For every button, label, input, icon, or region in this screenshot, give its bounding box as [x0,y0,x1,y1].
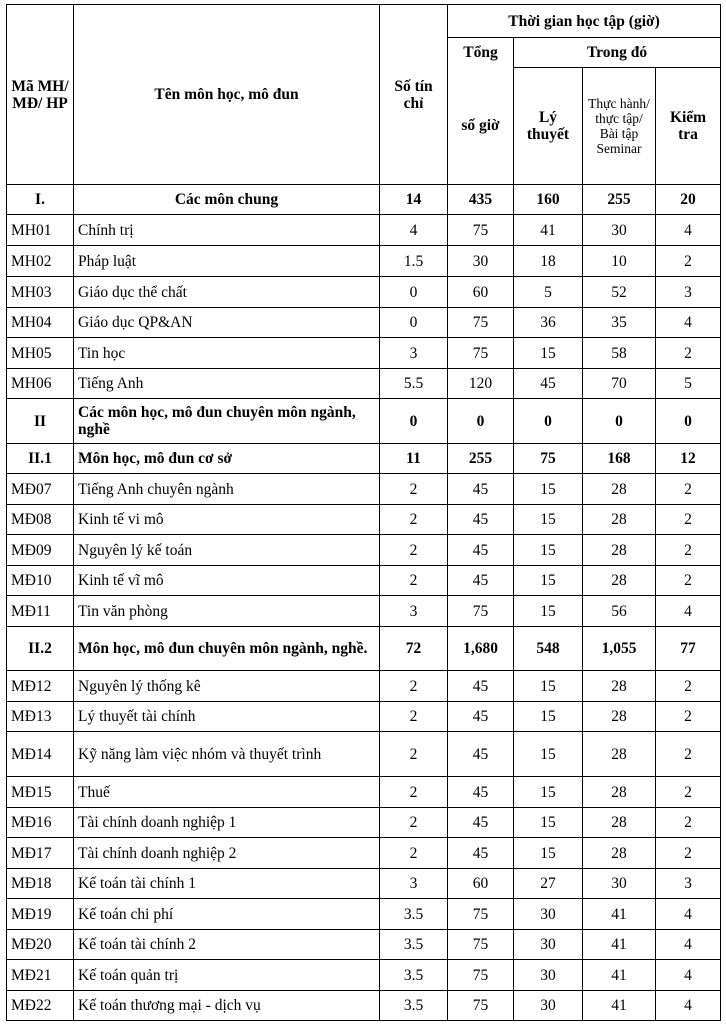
cell-name: Các môn chung [74,185,380,215]
cell-code: MĐ22 [7,991,74,1021]
cell-theory: 75 [514,444,583,474]
table-row [7,444,721,474]
cell-exam: 3 [656,277,721,308]
cell-code: MH05 [7,338,74,369]
cell-name: Kinh tế vĩ mô [74,566,380,596]
table-row [7,277,721,308]
cell-theory: 45 [514,369,583,399]
table-row [7,930,721,960]
cell-code: MH02 [7,246,74,277]
cell-total: 0 [448,399,514,444]
cell-exam: 2 [656,808,721,838]
cell-credits: 3 [380,338,448,369]
cell-total: 75 [448,308,514,338]
table-row [7,808,721,838]
cell-exam: 4 [656,596,721,627]
cell-total: 75 [448,338,514,369]
cell-practice: 28 [583,777,656,808]
cell-exam: 2 [656,838,721,869]
table-row [7,702,721,732]
cell-exam: 77 [656,627,721,671]
cell-name: Giáo dục QP&AN [74,308,380,338]
header-exam: Kiểm tra [656,68,721,185]
cell-code: MĐ09 [7,535,74,566]
cell-practice: 10 [583,246,656,277]
cell-code: I. [7,185,74,215]
cell-exam: 2 [656,246,721,277]
cell-practice: 1,055 [583,627,656,671]
cell-code: MĐ18 [7,869,74,899]
cell-theory: 15 [514,505,583,535]
cell-practice: 58 [583,338,656,369]
cell-code: MĐ11 [7,596,74,627]
cell-credits: 2 [380,838,448,869]
cell-total: 120 [448,369,514,399]
cell-credits: 2 [380,808,448,838]
cell-code: MĐ13 [7,702,74,732]
cell-practice: 41 [583,899,656,930]
cell-name: Tiếng Anh [74,369,380,399]
cell-exam: 3 [656,869,721,899]
table-row [7,991,721,1021]
cell-credits: 3 [380,869,448,899]
cell-credits: 3.5 [380,930,448,960]
cell-name: Pháp luật [74,246,380,277]
cell-theory: 15 [514,566,583,596]
table-row [7,338,721,369]
cell-exam: 4 [656,899,721,930]
cell-name: Kế toán quản trị [74,960,380,991]
cell-practice: 28 [583,732,656,777]
cell-total: 45 [448,474,514,505]
cell-exam: 2 [656,702,721,732]
curriculum-table [6,4,721,1021]
header-breakdown: Trong đó [514,38,721,68]
cell-practice: 30 [583,215,656,246]
cell-practice: 41 [583,930,656,960]
cell-code: MĐ15 [7,777,74,808]
cell-total: 30 [448,246,514,277]
table-row [7,732,721,777]
cell-total: 75 [448,596,514,627]
table-row [7,399,721,444]
cell-name: Tiếng Anh chuyên ngành [74,474,380,505]
table-row [7,596,721,627]
cell-name: Kế toán thương mại - dịch vụ [74,991,380,1021]
cell-total: 75 [448,991,514,1021]
table-row [7,474,721,505]
cell-total: 45 [448,671,514,702]
cell-total: 60 [448,869,514,899]
cell-theory: 15 [514,702,583,732]
table-row [7,899,721,930]
table-row [7,838,721,869]
cell-total: 1,680 [448,627,514,671]
table-row [7,869,721,899]
cell-credits: 2 [380,732,448,777]
cell-name: Giáo dục thể chất [74,277,380,308]
cell-exam: 2 [656,535,721,566]
cell-name: Kế toán tài chính 2 [74,930,380,960]
cell-code: MH04 [7,308,74,338]
cell-theory: 15 [514,474,583,505]
cell-practice: 70 [583,369,656,399]
cell-name: Kế toán tài chính 1 [74,869,380,899]
cell-exam: 4 [656,930,721,960]
table-body [7,185,721,1021]
cell-name: Thuế [74,777,380,808]
header-time-group: Thời gian học tập (giờ) [448,5,721,38]
cell-credits: 2 [380,535,448,566]
cell-theory: 30 [514,930,583,960]
cell-exam: 12 [656,444,721,474]
table-row [7,505,721,535]
cell-credits: 0 [380,399,448,444]
cell-total: 45 [448,535,514,566]
cell-exam: 2 [656,777,721,808]
cell-theory: 15 [514,777,583,808]
header-total-bottom: số giờ [448,68,514,185]
header-theory: Lý thuyết [514,68,583,185]
cell-credits: 14 [380,185,448,215]
cell-credits: 2 [380,474,448,505]
cell-practice: 28 [583,474,656,505]
cell-total: 45 [448,566,514,596]
cell-code: MH03 [7,277,74,308]
cell-practice: 0 [583,399,656,444]
cell-total: 45 [448,702,514,732]
cell-practice: 56 [583,596,656,627]
cell-total: 45 [448,808,514,838]
cell-exam: 4 [656,960,721,991]
cell-credits: 2 [380,566,448,596]
cell-credits: 1.5 [380,246,448,277]
cell-name: Nguyên lý thống kê [74,671,380,702]
cell-theory: 18 [514,246,583,277]
cell-total: 60 [448,277,514,308]
cell-code: MĐ16 [7,808,74,838]
header-code: Mã MH/ MĐ/ HP [7,5,74,185]
cell-code: MĐ17 [7,838,74,869]
cell-code: MH06 [7,369,74,399]
table-row [7,777,721,808]
cell-credits: 3 [380,596,448,627]
cell-practice: 30 [583,869,656,899]
cell-code: MĐ19 [7,899,74,930]
cell-practice: 52 [583,277,656,308]
cell-theory: 15 [514,338,583,369]
cell-name: Kỹ năng làm việc nhóm và thuyết trình [74,732,380,777]
cell-practice: 255 [583,185,656,215]
cell-theory: 41 [514,215,583,246]
table-row [7,627,721,671]
cell-name: Tin văn phòng [74,596,380,627]
cell-code: MĐ10 [7,566,74,596]
cell-code: MĐ12 [7,671,74,702]
cell-exam: 2 [656,505,721,535]
cell-theory: 160 [514,185,583,215]
cell-credits: 2 [380,702,448,732]
header-name: Tên môn học, mô đun [74,5,380,185]
table-row [7,671,721,702]
cell-practice: 168 [583,444,656,474]
cell-practice: 28 [583,566,656,596]
cell-total: 75 [448,215,514,246]
cell-code: MĐ14 [7,732,74,777]
table-row [7,566,721,596]
cell-credits: 0 [380,308,448,338]
cell-exam: 4 [656,991,721,1021]
cell-code: II [7,399,74,444]
cell-total: 435 [448,185,514,215]
cell-name: Tin học [74,338,380,369]
cell-theory: 15 [514,671,583,702]
header-practice: Thực hành/ thực tập/ Bài tập Seminar [583,68,656,185]
cell-code: II.1 [7,444,74,474]
cell-exam: 2 [656,474,721,505]
header-total-top: Tổng [448,38,514,68]
cell-name: Kinh tế vi mô [74,505,380,535]
cell-code: MĐ08 [7,505,74,535]
cell-credits: 0 [380,277,448,308]
cell-credits: 3.5 [380,960,448,991]
cell-theory: 36 [514,308,583,338]
cell-credits: 3.5 [380,991,448,1021]
cell-total: 255 [448,444,514,474]
table-row [7,215,721,246]
cell-credits: 3.5 [380,899,448,930]
cell-name: Các môn học, mô đun chuyên môn ngành, nghề [74,399,380,444]
cell-practice: 28 [583,702,656,732]
table-row [7,185,721,215]
cell-theory: 548 [514,627,583,671]
cell-total: 75 [448,899,514,930]
cell-name: Tài chính doanh nghiệp 1 [74,808,380,838]
cell-name: Môn học, mô đun cơ sở [74,444,380,474]
cell-practice: 28 [583,671,656,702]
cell-theory: 15 [514,596,583,627]
table-row [7,535,721,566]
cell-total: 75 [448,960,514,991]
cell-total: 45 [448,777,514,808]
cell-theory: 15 [514,732,583,777]
cell-code: MĐ20 [7,930,74,960]
cell-credits: 72 [380,627,448,671]
cell-credits: 2 [380,671,448,702]
cell-name: Chính trị [74,215,380,246]
cell-credits: 11 [380,444,448,474]
cell-total: 45 [448,505,514,535]
cell-theory: 15 [514,535,583,566]
cell-credits: 4 [380,215,448,246]
cell-practice: 28 [583,838,656,869]
cell-theory: 27 [514,869,583,899]
cell-name: Lý thuyết tài chính [74,702,380,732]
cell-total: 45 [448,838,514,869]
cell-theory: 5 [514,277,583,308]
cell-total: 75 [448,930,514,960]
table-row [7,960,721,991]
cell-theory: 0 [514,399,583,444]
cell-exam: 20 [656,185,721,215]
cell-name: Kế toán chi phí [74,899,380,930]
table-row [7,308,721,338]
cell-credits: 5.5 [380,369,448,399]
cell-exam: 2 [656,566,721,596]
cell-code: II.2 [7,627,74,671]
cell-practice: 41 [583,960,656,991]
cell-practice: 28 [583,505,656,535]
table-row [7,369,721,399]
cell-exam: 4 [656,308,721,338]
cell-exam: 0 [656,399,721,444]
cell-exam: 5 [656,369,721,399]
cell-code: MH01 [7,215,74,246]
cell-exam: 4 [656,215,721,246]
cell-theory: 30 [514,899,583,930]
cell-name: Nguyên lý kế toán [74,535,380,566]
cell-theory: 15 [514,838,583,869]
cell-name: Tài chính doanh nghiệp 2 [74,838,380,869]
cell-code: MĐ07 [7,474,74,505]
cell-practice: 41 [583,991,656,1021]
cell-total: 45 [448,732,514,777]
cell-credits: 2 [380,505,448,535]
cell-credits: 2 [380,777,448,808]
cell-theory: 30 [514,960,583,991]
cell-practice: 35 [583,308,656,338]
header-credits: Số tín chỉ [380,5,448,185]
cell-theory: 30 [514,991,583,1021]
cell-exam: 2 [656,338,721,369]
cell-name: Môn học, mô đun chuyên môn ngành, nghề. [74,627,380,671]
cell-practice: 28 [583,808,656,838]
cell-code: MĐ21 [7,960,74,991]
table-row [7,246,721,277]
cell-exam: 2 [656,671,721,702]
cell-exam: 2 [656,732,721,777]
cell-theory: 15 [514,808,583,838]
cell-practice: 28 [583,535,656,566]
